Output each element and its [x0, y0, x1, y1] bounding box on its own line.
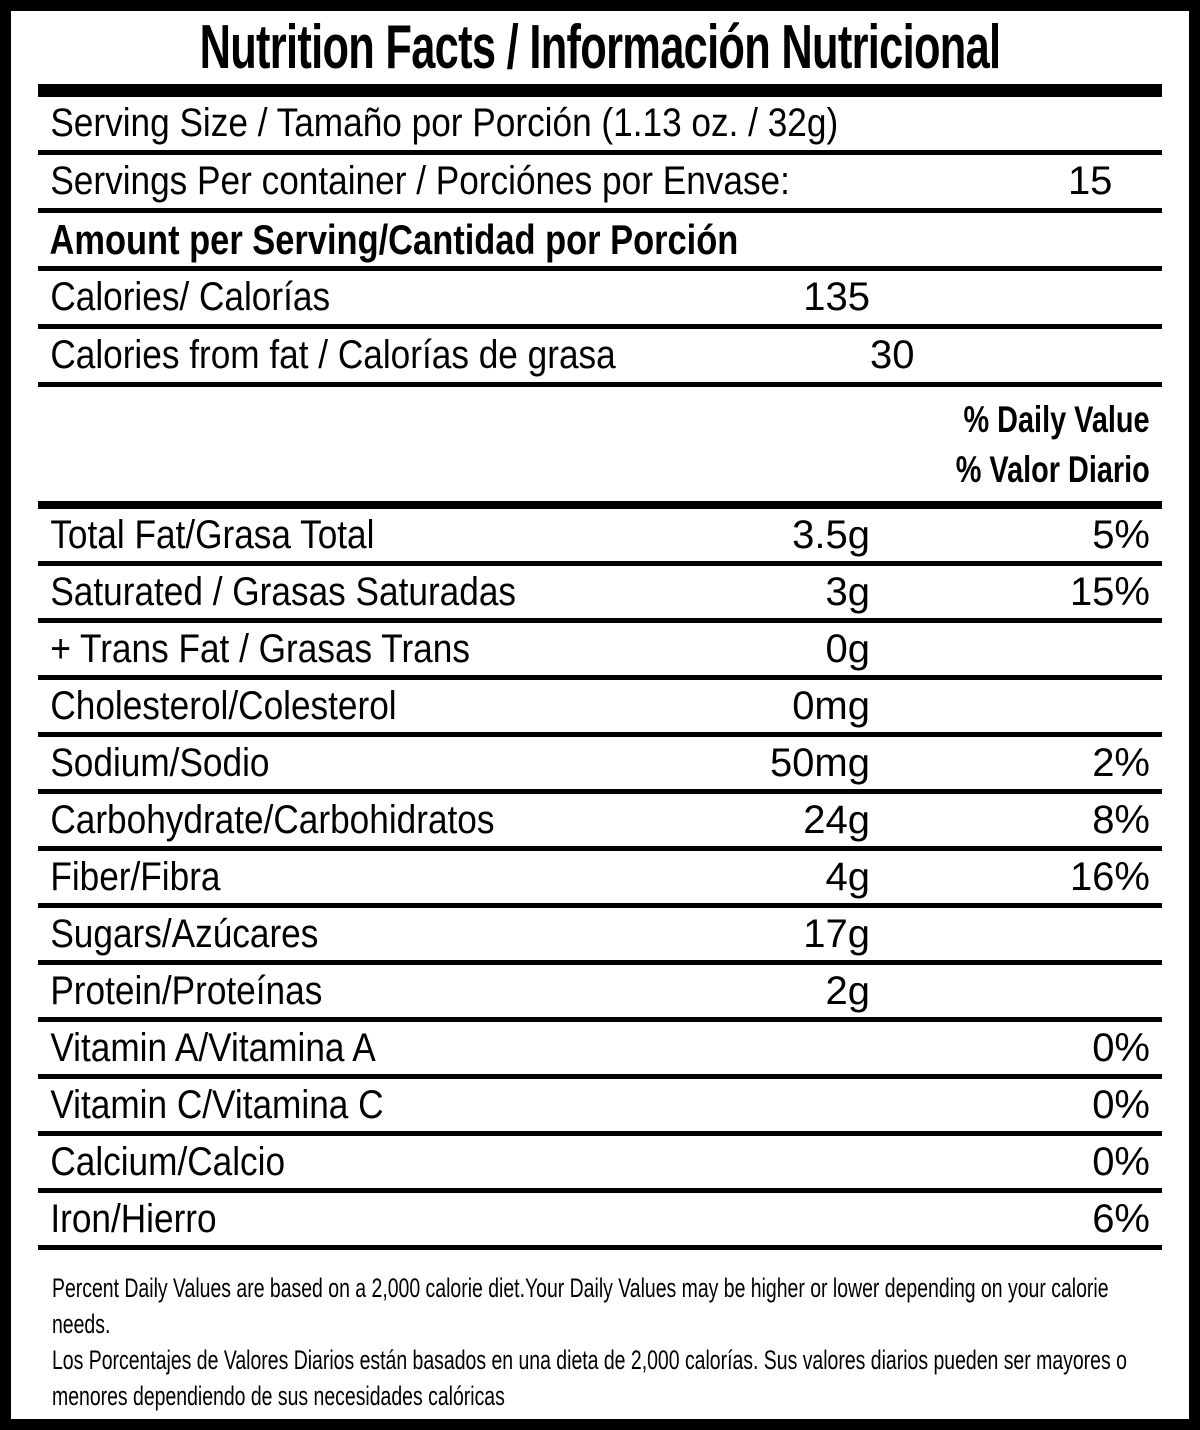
row-total-fat — [38, 509, 1162, 566]
nutrient-dv: 0% — [1092, 1082, 1150, 1127]
row-fiber — [38, 851, 1162, 908]
footnote-en: Percent Daily Values are based on a 2,000 calorie diet.Your Daily Values may be higher or lower depending on your calorie needs. — [52, 1273, 1109, 1339]
row-protein — [38, 965, 1162, 1022]
nutrient-name: Vitamin C/Vitamina C — [50, 1082, 384, 1127]
nutrient-name: Protein/Proteínas — [50, 968, 323, 1013]
nutrient-dv: 0% — [1092, 1025, 1150, 1070]
row-sodium — [38, 737, 1162, 794]
daily-value-header — [38, 387, 1162, 509]
row-trans-fat — [38, 623, 1162, 680]
row-vitamin-c — [38, 1079, 1162, 1136]
nutrient-name: Vitamin A/Vitamina A — [50, 1025, 376, 1070]
label-title: Nutrition Facts / Información Nutricional — [199, 13, 1001, 82]
row-calories-from-fat — [38, 329, 1162, 387]
nutrient-name: Saturated / Grasas Saturadas — [50, 569, 517, 614]
nutrient-amount: 3.5g — [792, 512, 870, 557]
nutrient-dv: 8% — [1092, 797, 1150, 842]
nutrient-name: Fiber/Fibra — [50, 854, 221, 899]
nutrient-name: Sugars/Azúcares — [50, 911, 319, 956]
nutrient-amount: 24g — [803, 797, 870, 842]
nutrient-dv: 15% — [1069, 569, 1150, 614]
daily-value-header-en: % Daily Value — [963, 399, 1150, 440]
title-divider-bar — [38, 84, 1162, 97]
row-calories — [38, 271, 1162, 329]
footnote-es: Los Porcentajes de Valores Diarios están basados en una dieta de 2,000 calorías. Sus valores diarios pueden ser mayores o menores dependiendo de sus necesidades calóricas — [52, 1345, 1127, 1411]
calories-label: Calories/ Calorías — [50, 275, 331, 319]
calories-from-fat-label: Calories from fat / Calorías de grasa — [50, 333, 616, 377]
nutrient-amount: 3g — [825, 569, 870, 614]
nutrient-name: Iron/Hierro — [50, 1196, 217, 1241]
nutrient-name: Carbohydrate/Carbohidratos — [50, 797, 495, 842]
label-header — [11, 11, 1189, 84]
row-cholesterol — [38, 680, 1162, 737]
nutrient-amount: 4g — [825, 854, 870, 899]
serving-size-label: Serving Size / Tamaño por Porción (1.13 oz. / 32g) — [50, 101, 839, 145]
nutrient-dv: 16% — [1069, 854, 1150, 899]
servings-per-container-value: 15 — [1067, 159, 1113, 203]
row-calcium — [38, 1136, 1162, 1193]
nutrient-dv: 6% — [1092, 1196, 1150, 1241]
nutrient-amount: 0g — [825, 626, 870, 671]
nutrient-dv: 5% — [1092, 512, 1150, 557]
daily-value-header-es: % Valor Diario — [955, 449, 1150, 490]
row-vitamin-a — [38, 1022, 1162, 1079]
row-amount-per-serving — [38, 213, 1162, 271]
nutrient-name: + Trans Fat / Grasas Trans — [50, 626, 470, 671]
row-sugars — [38, 908, 1162, 965]
nutrient-amount: 0mg — [792, 683, 870, 728]
row-saturated-fat — [38, 566, 1162, 623]
nutrient-name: Calcium/Calcio — [50, 1139, 286, 1184]
nutrient-name: Total Fat/Grasa Total — [50, 512, 375, 557]
nutrient-dv: 2% — [1092, 740, 1150, 785]
row-serving-size — [38, 97, 1162, 155]
row-iron — [38, 1193, 1162, 1250]
calories-from-fat-value: 30 — [869, 333, 915, 377]
footnote — [38, 1250, 1162, 1414]
nutrient-name: Cholesterol/Colesterol — [50, 683, 397, 728]
nutrient-amount: 50mg — [769, 740, 870, 785]
nutrient-amount: 2g — [825, 968, 870, 1013]
nutrient-name: Sodium/Sodio — [50, 740, 270, 785]
nutrient-dv: 0% — [1092, 1139, 1150, 1184]
nutrient-amount: 17g — [803, 911, 870, 956]
amount-per-serving-heading: Amount per Serving/Cantidad por Porción — [49, 215, 739, 263]
calories-value: 135 — [803, 275, 870, 319]
row-servings-per-container — [38, 155, 1162, 213]
servings-per-container-label: Servings Per container / Porciónes por Envase: — [50, 159, 790, 203]
row-carbohydrate — [38, 794, 1162, 851]
